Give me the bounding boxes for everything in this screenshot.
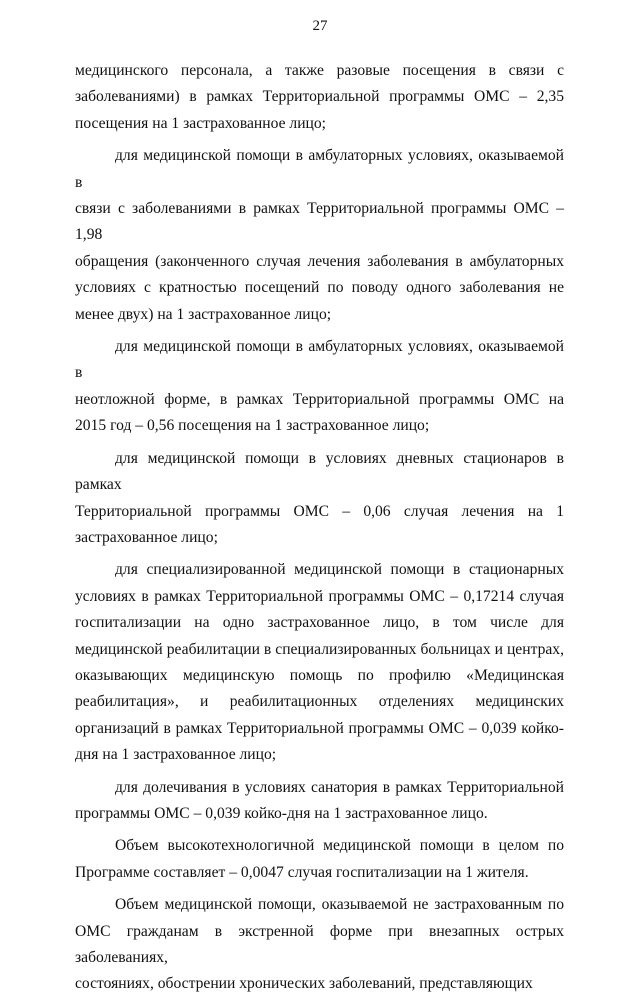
text-line: дня на 1 застрахованное лицо; [75,746,277,764]
document-body [75,58,564,1004]
text-line: медицинской реабилитации в специализированных больницах и центрах, [75,640,564,658]
paragraph [75,557,564,768]
text-line: состояниях, обострении хронических заболеваний, представляющих [75,975,533,993]
text-line: для медицинской помощи в амбулаторных условиях, оказываемой в [75,147,564,191]
page-number: 27 [312,18,328,34]
text-line: оказывающих медицинскую помощь по профилю «Медицинская [75,666,564,684]
paragraph [75,833,564,886]
text-line: менее двух) на 1 застрахованное лицо; [75,305,332,323]
text-line: для долечивания в условиях санатория в рамках Территориальной [115,778,564,796]
paragraph [75,892,564,998]
text-line: неотложной форме, в рамках Территориальной программы ОМС на [75,390,564,408]
paragraph [75,58,564,137]
text-line: для специализированной медицинской помощи в стационарных [115,561,564,579]
text-line: посещения на 1 застрахованное лицо; [75,114,327,132]
text-line: Объем медицинской помощи, оказываемой не застрахованным по [115,896,564,914]
text-line: ОМС гражданам в экстренной форме при внезапных острых заболеваниях, [75,922,564,966]
text-line: организаций в рамках Территориальной программы ОМС – 0,039 койко- [75,719,564,737]
text-line: условиях в рамках Территориальной программы ОМС – 0,17214 случая [75,587,564,605]
text-line: заболеваниями) в рамках Территориальной программы ОМС – 2,35 [75,88,564,106]
text-line: обращения (законченного случая лечения заболевания в амбулаторных [75,252,564,270]
text-line: реабилитация», и реабилитационных отделениях медицинских [75,693,564,711]
paragraph [75,143,564,328]
text-line: 2015 год – 0,56 посещения на 1 застрахованное лицо; [75,417,430,435]
text-line: медицинского персонала, а также разовые посещения в связи с [75,62,564,79]
text-line: для медицинской помощи в условиях дневных стационаров в рамках [75,449,564,494]
text-line: условиях с кратностью посещений по поводу одного заболевания не [75,279,564,297]
text-line: Программе составляет – 0,0047 случая госпитализации на 1 жителя. [75,863,529,881]
text-line: госпитализации на одно застрахованное лицо, в том числе для [75,614,564,632]
paragraph [75,446,564,552]
text-line: Территориальной программы ОМС – 0,06 случая лечения на 1 [75,502,564,520]
text-line: программы ОМС – 0,039 койко-дня на 1 застрахованное лицо. [75,804,488,822]
text-line: для медицинской помощи в амбулаторных условиях, оказываемой в [75,338,564,382]
text-line: Объем высокотехнологичной медицинской помощи в целом по [115,837,564,855]
text-line: застрахованное лицо; [75,528,218,546]
paragraph [75,775,564,828]
paragraph [75,334,564,440]
text-line: связи с заболеваниями в рамках Территориальной программы ОМС – 1,98 [75,200,564,244]
